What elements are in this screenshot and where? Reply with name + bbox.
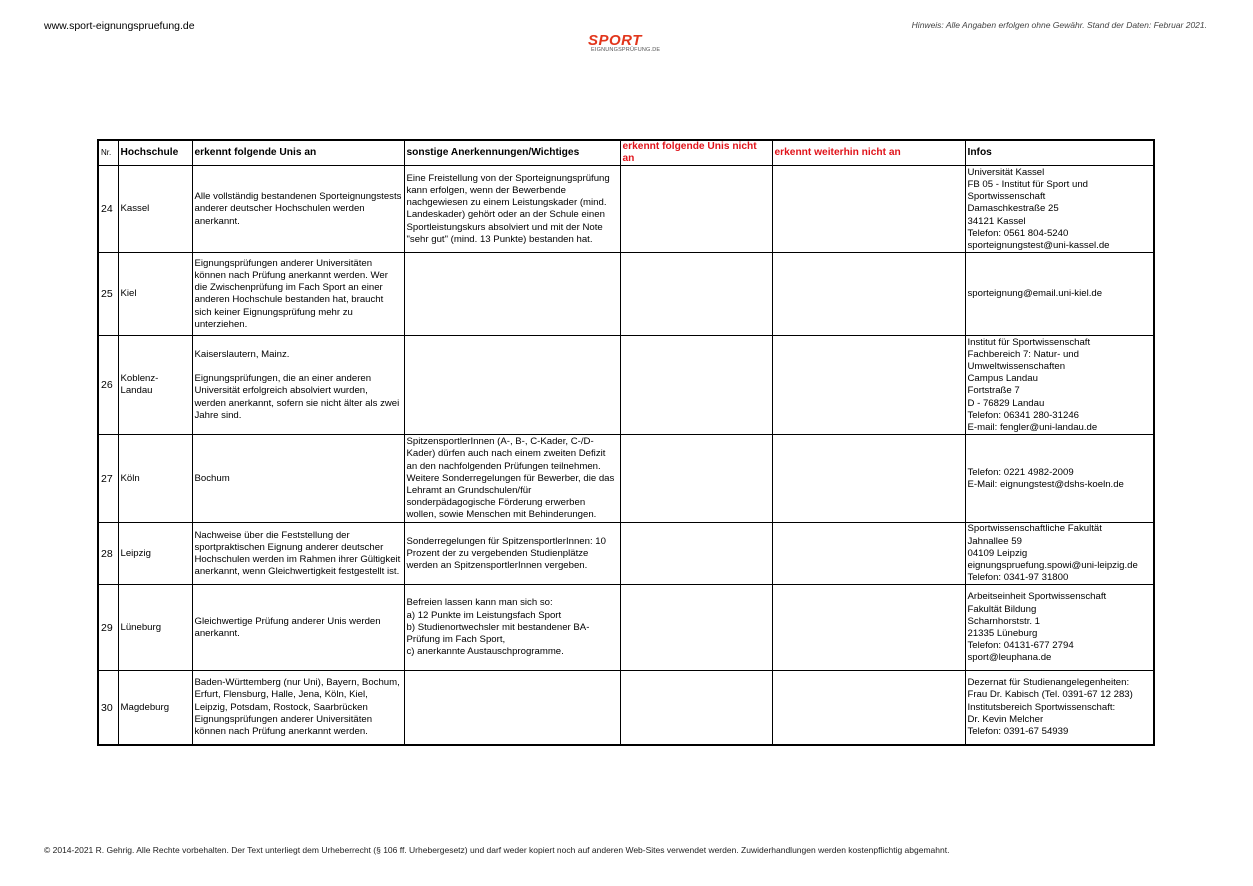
anerkennt-paragraph: Kaiserslautern, Mainz. — [194, 348, 290, 360]
cell-anerkennt: Baden-Württemberg (nur Uni), Bayern, Bochum, Erfurt, Flensburg, Halle, Jena, Köln, Kiel, Leipzig, Potsdam, Rostock, Saarbrücken Eignungsprüfungen anderer Universitäten können nach Prüfung anerkannt werden. — [192, 671, 404, 745]
university-table — [97, 139, 1155, 746]
cell-anerkennt: Gleichwertige Prüfung anderer Unis werden anerkannt. — [192, 585, 404, 671]
cell-nicht-an — [620, 585, 772, 671]
cell-infos: sporteignung@email.uni-kiel.de — [965, 253, 1154, 336]
cell-nr: 26 — [98, 336, 118, 435]
column-header-sonstiges: sonstige Anerkennungen/Wichtiges — [404, 140, 620, 166]
cell-nicht-an — [620, 253, 772, 336]
cell-sonstiges: Sonderregelungen für SpitzensportlerInnen: 10 Prozent der zu vergebenden Studienplätze werden an SpitzensportlerInnen vergeben. — [404, 523, 620, 585]
cell-nr: 28 — [98, 523, 118, 585]
cell-hochschule: Kassel — [118, 166, 192, 253]
cell-hochschule: Kiel — [118, 253, 192, 336]
cell-hochschule: Köln — [118, 435, 192, 523]
column-header-infos: Infos — [965, 140, 1154, 166]
cell-anerkennt: Nachweise über die Feststellung der sportpraktischen Eignung anderer deutscher Hochschulen werden im Rahmen ihrer Gültigkeit anerkannt, wenn Gleichwertigkeit festgestellt ist. — [192, 523, 404, 585]
cell-nicht-an — [620, 435, 772, 523]
cell-anerkennt: Eignungsprüfungen anderer Universitäten können nach Prüfung anerkannt werden. Wer die Zwischenprüfung im Fach Sport an einer anderen Hochschule bestanden hat, braucht sich keiner Eignungsprüfung mehr zu unterziehen. — [192, 253, 404, 336]
cell-hochschule: Koblenz-Landau — [118, 336, 192, 435]
table-row — [98, 253, 1154, 336]
table-header-row — [98, 140, 1154, 166]
cell-sonstiges — [404, 253, 620, 336]
cell-nr: 30 — [98, 671, 118, 745]
column-header-nr: Nr. — [98, 140, 118, 166]
cell-nicht-an — [620, 166, 772, 253]
cell-sonstiges: Befreien lassen kann man sich so: a) 12 Punkte im Leistungsfach Sport b) Studienortwechsler mit bestandener BA-Prüfung im Fach Sport, c) anerkannte Austauschprogramme. — [404, 585, 620, 671]
anerkennt-paragraph: Eignungsprüfungen, die an einer anderen Universität erfolgreich absolviert wurden, werden anerkannt, sofern sie nicht älter als zwei Jahre sind. — [194, 373, 400, 421]
cell-nr: 27 — [98, 435, 118, 523]
cell-nicht-an — [620, 671, 772, 745]
cell-hochschule: Leipzig — [118, 523, 192, 585]
logo-subtitle: EIGNUNGSPRÜFUNG.DE — [591, 47, 661, 53]
logo-wordmark: SPORT — [588, 32, 642, 49]
table-row — [98, 671, 1154, 745]
cell-infos: Dezernat für Studienangelegenheiten: Frau Dr. Kabisch (Tel. 0391-67 12 283) Institutsbereich Sportwissenschaft: Dr. Kevin Melcher Telefon: 0391-67 54939 — [965, 671, 1154, 745]
cell-weiterhin-nicht — [772, 671, 965, 745]
cell-infos: Sportwissenschaftliche Fakultät Jahnallee 59 04109 Leipzig eignungspruefung.spowi@uni-leipzig.de Telefon: 0341-97 31800 — [965, 523, 1154, 585]
cell-infos: Institut für Sportwissenschaft Fachbereich 7: Natur- und Umweltwissenschaften Campus Landau Fortstraße 7 D - 76829 Landau Telefon: 06341 280-31246 E-mail: fengler@uni-landau.de — [965, 336, 1154, 435]
cell-nr: 29 — [98, 585, 118, 671]
column-header-hochschule: Hochschule — [118, 140, 192, 166]
column-header-weiterhin-nicht: erkennt weiterhin nicht an — [772, 140, 965, 166]
cell-anerkennt: Alle vollständig bestandenen Sporteignungstests anderer deutscher Hochschulen werden anerkannt. — [192, 166, 404, 253]
table-row — [98, 523, 1154, 585]
cell-nr: 25 — [98, 253, 118, 336]
copyright-footer: © 2014-2021 R. Gehrig. Alle Rechte vorbehalten. Der Text unterliegt dem Urheberrecht (§ 106 ff. Urhebergesetz) und darf weder kopiert noch auf anderen Web-Sites verwendet werden. Zuwiderhandlungen werden kostenpflichtig abgemahnt. — [44, 845, 950, 855]
cell-nicht-an — [620, 523, 772, 585]
table-row — [98, 336, 1154, 435]
cell-hochschule: Lüneburg — [118, 585, 192, 671]
sport-logo — [588, 32, 668, 56]
cell-infos: Universität Kassel FB 05 - Institut für Sport und Sportwissenschaft Damaschkestraße 25 34121 Kassel Telefon: 0561 804-5240 sporteignungstest@uni-kassel.de — [965, 166, 1154, 253]
cell-weiterhin-nicht — [772, 253, 965, 336]
cell-weiterhin-nicht — [772, 585, 965, 671]
cell-sonstiges: SpitzensportlerInnen (A-, B-, C-Kader, C-/D-Kader) dürfen auch nach einem zweiten Defizit an den nachfolgenden Prüfungen teilnehmen. Weitere Sonderregelungen für Bewerber, die das Lehramt an Grundschulen/für sonderpädagogische Förderung erwerben wollen, sowie Menschen mit Behinderungen. — [404, 435, 620, 523]
column-header-nicht-an: erkennt folgende Unis nicht an — [620, 140, 772, 166]
cell-sonstiges: Eine Freistellung von der Sporteignungsprüfung kann erfolgen, wenn der Bewerbende nachgewiesen zu einem Leistungskader (mind. Landeskader) gehört oder an der Schule einen Sportleistungskurs absolviert und mit der Note "sehr gut" (mind. 13 Punkte) bestanden hat. — [404, 166, 620, 253]
cell-anerkennt — [192, 336, 404, 435]
cell-infos: Telefon: 0221 4982-2009 E-Mail: eignungstest@dshs-koeln.de — [965, 435, 1154, 523]
cell-nicht-an — [620, 336, 772, 435]
table-row — [98, 585, 1154, 671]
table-row — [98, 166, 1154, 253]
cell-infos: Arbeitseinheit Sportwissenschaft Fakultät Bildung Scharnhorststr. 1 21335 Lüneburg Telefon: 04131-677 2794 sport@leuphana.de — [965, 585, 1154, 671]
cell-hochschule: Magdeburg — [118, 671, 192, 745]
site-url[interactable]: www.sport-eignungspruefung.de — [44, 20, 195, 32]
cell-nr: 24 — [98, 166, 118, 253]
cell-weiterhin-nicht — [772, 166, 965, 253]
disclaimer-note: Hinweis: Alle Angaben erfolgen ohne Gewähr. Stand der Daten: Februar 2021. — [911, 20, 1207, 30]
cell-sonstiges — [404, 336, 620, 435]
table-row — [98, 435, 1154, 523]
cell-weiterhin-nicht — [772, 523, 965, 585]
cell-anerkennt: Bochum — [192, 435, 404, 523]
cell-weiterhin-nicht — [772, 435, 965, 523]
column-header-anerkennt: erkennt folgende Unis an — [192, 140, 404, 166]
cell-weiterhin-nicht — [772, 336, 965, 435]
cell-sonstiges — [404, 671, 620, 745]
